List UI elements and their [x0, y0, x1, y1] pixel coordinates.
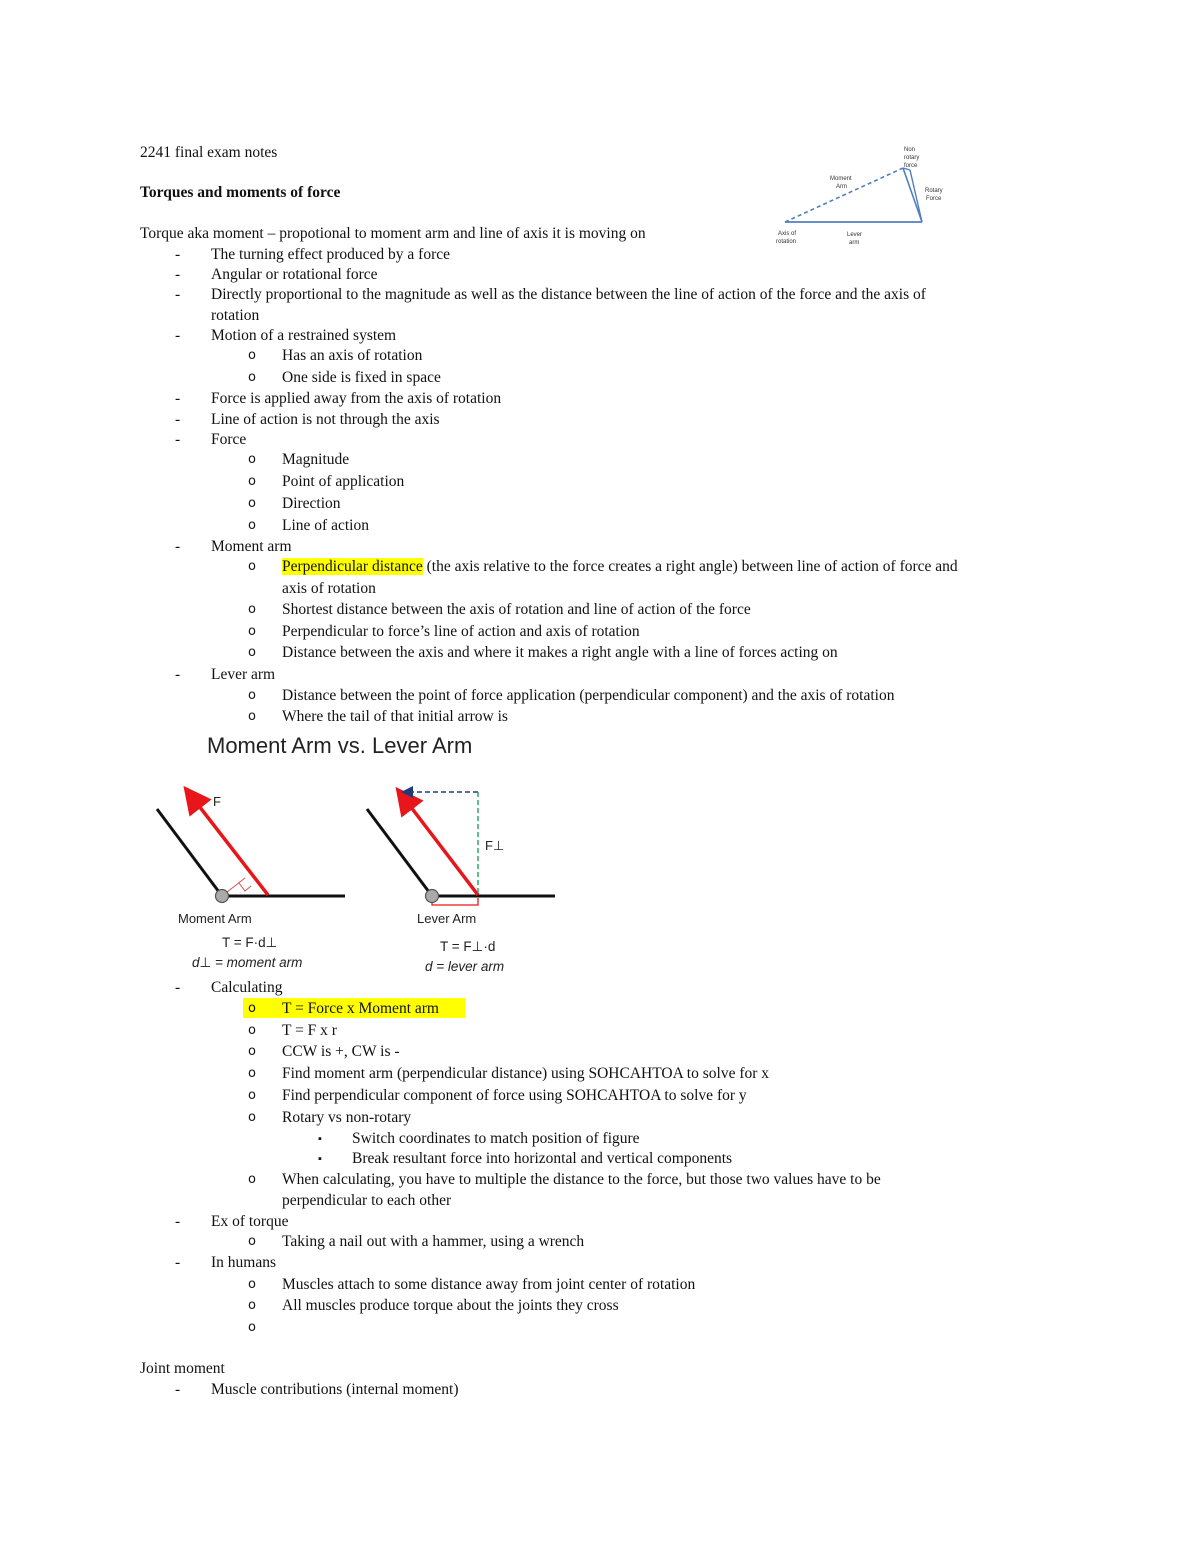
sub-bullet-marker: o — [248, 559, 256, 574]
sub-bullet-marker: o — [248, 709, 256, 724]
intro-paragraph: Torque aka moment – propotional to moment arm and line of axis it is moving on — [140, 225, 646, 242]
force-arrow-right — [404, 798, 478, 895]
label-rotation: rotation — [776, 239, 797, 245]
list-item: Line of action is not through the axis — [211, 411, 440, 428]
equation-right-1: T = F⊥·d — [440, 939, 496, 954]
list-item: Moment arm — [211, 538, 292, 555]
sub-list-item: Direction — [282, 495, 341, 512]
label-axis-of: Axis of — [778, 231, 797, 237]
sub-bullet-marker: o — [248, 1044, 256, 1059]
bullet-marker: - — [175, 266, 181, 283]
bullet-marker: - — [175, 666, 181, 683]
sub-bullet-marker: o — [248, 1110, 256, 1125]
sub-sub-bullet-marker: ▪ — [318, 1133, 322, 1145]
list-item: Calculating — [211, 979, 283, 996]
sub-list-item: Distance between the point of force application (perpendicular component) and the axis of rotation — [282, 687, 895, 704]
bullet-marker: - — [175, 246, 181, 263]
list-item: Force — [211, 431, 247, 448]
sub-bullet-marker-empty: o — [248, 1320, 256, 1335]
equation-left-1: T = F·d⊥ — [222, 935, 278, 950]
sub-list-item: Has an axis of rotation — [282, 347, 423, 364]
sub-bullet-marker: o — [248, 688, 256, 703]
bullet-marker: - — [175, 411, 181, 428]
sub-bullet-marker: o — [248, 1066, 256, 1081]
label-non: Non — [904, 147, 916, 153]
label-force: force — [904, 163, 918, 169]
sub-list-item: Find perpendicular component of force using SOHCAHTOA to solve for y — [282, 1087, 747, 1104]
list-item: The turning effect produced by a force — [211, 246, 450, 263]
axis-of-rotation-left — [216, 890, 229, 903]
sub-list-item: Find moment arm (perpendicular distance) using SOHCAHTOA to solve for x — [282, 1065, 770, 1082]
list-item: Motion of a restrained system — [211, 327, 397, 344]
sub-list-item: When calculating, you have to multiple the distance to the force, but those two values have to be — [282, 1171, 881, 1188]
caption-left: Moment Arm — [178, 911, 252, 926]
sub-list-item: T = F x r — [282, 1022, 337, 1039]
sub-list-item: Shortest distance between the axis of rotation and line of action of the force — [282, 601, 751, 618]
torque-triangle-diagram — [770, 140, 960, 250]
sub-bullet-marker: o — [248, 474, 256, 489]
list-item: Force is applied away from the axis of rotation — [211, 390, 502, 407]
section-heading: Torques and moments of force — [140, 184, 341, 201]
force-label-right: F⊥ — [485, 838, 505, 853]
label-moment: Moment — [830, 176, 852, 182]
sub-bullet-marker: o — [248, 1172, 256, 1187]
document-title: 2241 final exam notes — [140, 144, 278, 161]
sub-list-item: Taking a nail out with a hammer, using a wrench — [282, 1233, 585, 1250]
force-arrow-left — [192, 797, 268, 895]
sub-bullet-marker: o — [248, 370, 256, 385]
sub-list-item: Line of action — [282, 517, 369, 534]
label-lever: Lever — [847, 232, 863, 238]
sub-sub-list-item: Break resultant force into horizontal and vertical components — [352, 1150, 733, 1167]
force-label-left: F — [213, 794, 221, 809]
caption-right: Lever Arm — [417, 911, 477, 926]
figure-title: Moment Arm vs. Lever Arm — [207, 733, 473, 758]
sub-list-item: All muscles produce torque about the joints they cross — [282, 1297, 619, 1314]
equation-left-2: d⊥ = moment arm — [192, 955, 303, 970]
axis-of-rotation-right — [426, 890, 439, 903]
label-rotary: rotary — [904, 155, 920, 161]
bullet-marker: - — [175, 538, 181, 555]
sub-list-item: Muscles attach to some distance away from joint center of rotation — [282, 1276, 696, 1293]
sub-sub-bullet-marker: ▪ — [318, 1153, 322, 1165]
highlighted-formula: T = Force x Moment arm — [282, 1000, 439, 1017]
sub-bullet-marker: o — [248, 452, 256, 467]
sub-bullet-marker: o — [248, 1298, 256, 1313]
sub-bullet-marker: o — [248, 645, 256, 660]
sub-list-item: CCW is +, CW is - — [282, 1043, 400, 1060]
bullet-marker: - — [175, 1381, 181, 1398]
highlighted-term: Perpendicular distance — [282, 558, 423, 575]
sub-list-item-continued: perpendicular to each other — [282, 1192, 452, 1209]
equation-right-2: d = lever arm — [425, 959, 505, 974]
sub-sub-list-item: Switch coordinates to match position of figure — [352, 1130, 640, 1147]
label-lever-arm: arm — [849, 240, 860, 246]
lever-arm-bracket — [432, 898, 478, 905]
sub-list-item: Point of application — [282, 473, 405, 490]
bullet-marker: - — [175, 390, 181, 407]
sub-list-item-text: (the axis relative to the force creates a right angle) between line of action of force and — [422, 558, 958, 575]
right-angle-marker — [239, 883, 251, 891]
sub-list-item: Distance between the axis and where it makes a right angle with a line of forces acting on — [282, 644, 838, 661]
bullet-marker: - — [175, 1254, 181, 1271]
sub-list-item — [282, 557, 958, 577]
list-item: Directly proportional to the magnitude as well as the distance between the line of action of the force and the axis of — [211, 286, 926, 303]
bullet-marker: - — [175, 431, 181, 448]
list-item: Lever arm — [211, 666, 276, 683]
resultant-force-line — [903, 168, 922, 222]
rotary-force-line — [910, 170, 922, 222]
sub-list-item: Perpendicular to force’s line of action and axis of rotation — [282, 623, 640, 640]
list-item: In humans — [211, 1254, 277, 1271]
sub-list-item: Magnitude — [282, 451, 350, 468]
moment-vs-lever-figure — [145, 725, 555, 977]
sub-bullet-marker: o — [248, 1023, 256, 1038]
sub-bullet-marker: o — [248, 348, 256, 363]
bullet-marker: - — [175, 327, 181, 344]
list-item: Muscle contributions (internal moment) — [211, 1381, 459, 1398]
list-item-continued: rotation — [211, 307, 260, 324]
sub-bullet-marker: o — [248, 1088, 256, 1103]
bullet-marker: - — [175, 979, 181, 996]
bullet-marker: - — [175, 286, 181, 303]
sub-bullet-marker: o — [248, 1277, 256, 1292]
sub-bullet-marker: o — [248, 624, 256, 639]
joint-moment-heading: Joint moment — [140, 1360, 225, 1377]
label-arm: Arm — [836, 184, 847, 190]
list-item: Ex of torque — [211, 1213, 289, 1230]
list-item: Angular or rotational force — [211, 266, 378, 283]
label-force-2: Force — [926, 196, 942, 202]
sub-bullet-marker: o — [248, 1234, 256, 1249]
label-rotary-2: Rotary — [925, 188, 943, 194]
sub-list-item-continued: axis of rotation — [282, 580, 376, 597]
sub-list-item: One side is fixed in space — [282, 369, 441, 386]
sub-bullet-marker: o — [248, 518, 256, 533]
sub-list-item: Rotary vs non-rotary — [282, 1109, 412, 1126]
sub-list-item: Where the tail of that initial arrow is — [282, 708, 508, 725]
sub-bullet-marker: o — [248, 496, 256, 511]
bullet-marker: - — [175, 1213, 181, 1230]
sub-bullet-marker: o — [248, 602, 256, 617]
sub-bullet-marker: o — [248, 1001, 256, 1016]
